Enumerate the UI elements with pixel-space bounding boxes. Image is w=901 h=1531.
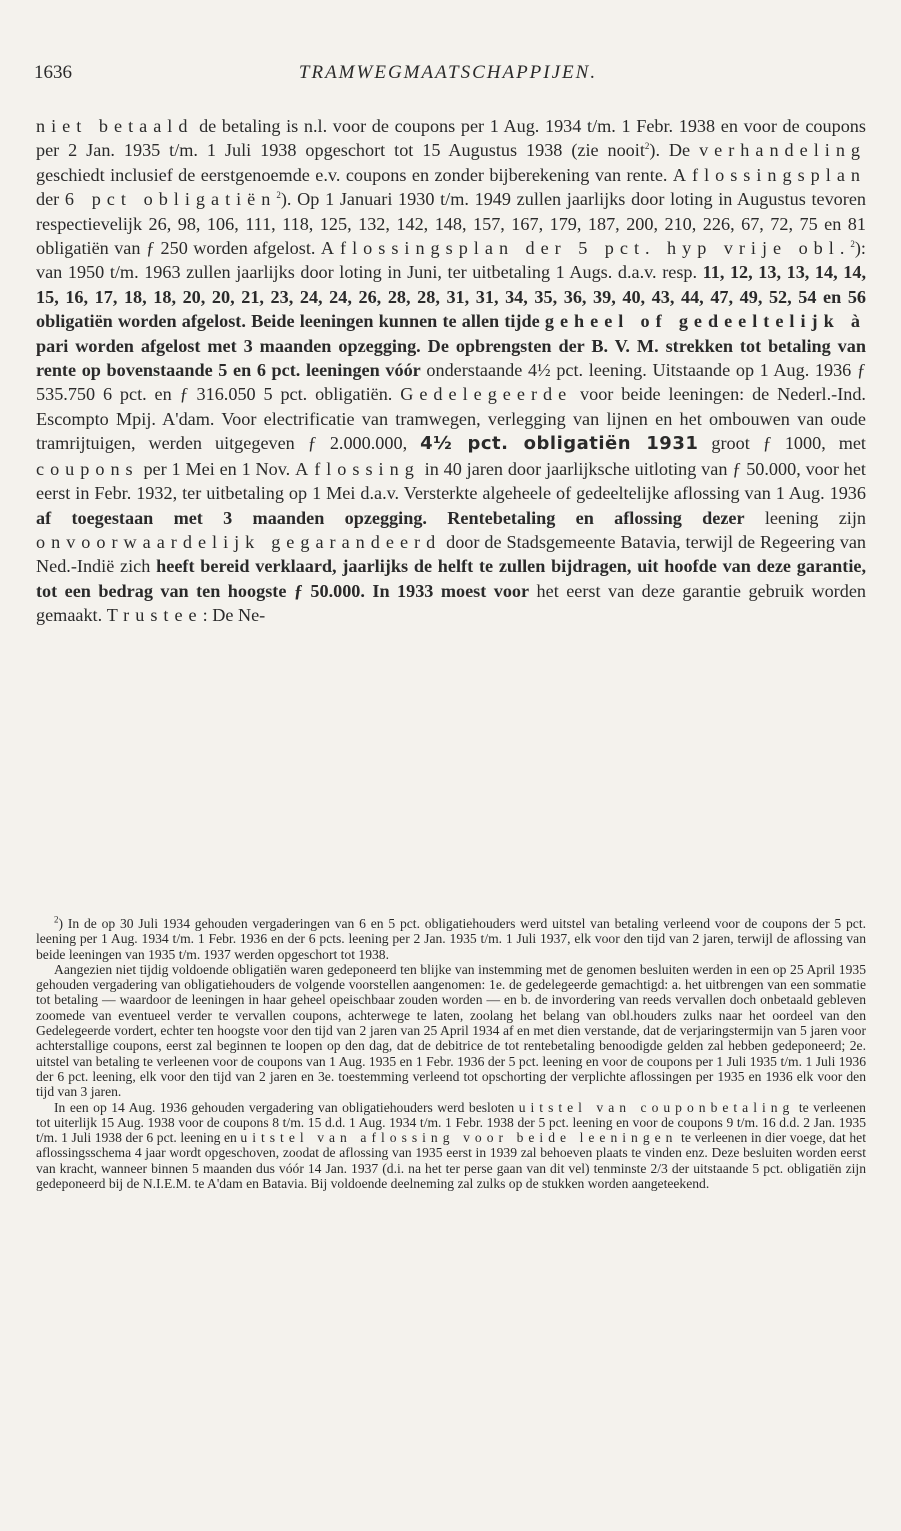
footnote-ref: 2 (276, 190, 281, 201)
text-run: ): van 1950 t/m. 1963 zullen jaarlijks door loting in Juni, ter uitbetaling 1 Augs. d.a.v. resp. (36, 238, 866, 283)
text-run: : De Ne- (202, 605, 266, 626)
text-run: het eerst van deze garantie gebruik worden gemaakt. (36, 580, 866, 626)
text-run: ). De (649, 140, 700, 161)
text-run: geschiedt inclusief de eerstgenoemde e.v. coupons en zonder bijberekening van rente. (36, 164, 673, 185)
emphasis-text: geheel of gedeeltelijk à (544, 311, 866, 332)
emphasis-text: onvoorwaardelijk gegarandeerd (36, 531, 442, 552)
emphasis-text: coupons (36, 458, 139, 479)
emphasis-text: Gedelegeerde (400, 384, 573, 405)
text-run: voor beide leeningen: de Nederl.-Ind. Escompto Mpij. A'dam. Voor electrificatie van tramwegen, verlegging van lijnen en het ombouwen van oude tramrijtuigen, werden uitgegeven ƒ 2.000.000, (36, 384, 866, 454)
text-run: de betaling is n.l. voor de coupons per 1 Aug. 1934 t/m. 1 Febr. 1938 en voor de coupons per 2 Jan. 1935 t/m. 1 Juli 1938 opgeschort tot 15 Augustus 1938 (zie nooit (36, 116, 866, 161)
emphasis-text: Aflossing (295, 458, 420, 479)
emphasis-text: Trustee (106, 605, 203, 626)
footnote-ref: 2 (850, 238, 855, 249)
footnote-marker: 2 (54, 914, 59, 925)
emphasis-text: niet betaald (36, 116, 194, 136)
text-run: leening zijn (744, 507, 866, 528)
footnote-text: ) In de op 30 Juli 1934 gehouden vergaderingen van 6 en 5 pct. obligatiehouders werd uitstel van betaling verleend voor de coupons der 5 pct. leening per 1 Aug. 1934 t/m. 1 Febr. 1936 en der 6 pcts. leening per 2 Jan. 1935 t/m. 1 Juli 1937, elk voor den tijd van 2 jaren, terwijl de aflossing van beide leeningen van 1935 t/m. 1937 werden opgeschort tot 1938. (36, 916, 866, 962)
text-run: der (36, 189, 65, 210)
emphasis-text: uitstel van aflossing voor beide leeningen (240, 1130, 678, 1146)
page-number: 1636 (34, 62, 72, 83)
text-run: door de Stadsgemeente Batavia, terwijl de Regeering van Ned.-Indië zich (36, 531, 866, 577)
bold-text: af toegestaan met 3 maanden opzegging. Rentebetaling en aflossing dezer (36, 507, 745, 528)
footnote-text: In een op 14 Aug. 1936 gehouden vergadering van obligatiehouders werd besloten (54, 1099, 519, 1115)
running-title: TRAMWEGMAATSCHAPPIJEN. (298, 62, 598, 83)
footnote-paragraph (36, 962, 866, 1100)
emphasis-text: 6 pct obligatiën (64, 189, 277, 210)
footnote-text: Aangezien niet tijdig voldoende obligatiën waren gedeponeerd ten blijke van instemming met de genomen besluiten werden in een op 25 April 1935 gehouden vergadering van obligatiehouders de volgende voorstellen aangenomen: 1e. de gedelegeerde gemachtigd: a. het uitbrengen van een sommatie tot betaling — waardoor de leeningen in haar geheel opeischbaar zouden worden — en b. de invordering van reeds vervallen doch onbetaald gebleven zoomede van eventueel verder te vervallen coupons, achterwege te laten, zoolang het belang van obl.houders zulks naar het oordeel van den Gedelegeerde vordert, echter ten hoogste voor den tijd van 2 jaren van 25 April 1934 af en met dien verstande, dat de verjaringstermijn van 5 jaren voor achterstallige coupons, eerst zal beginnen te loopen op den dag, dat de debitrice de tot rentebetaling benoodigde gelden zal hebben gedeponeerd; 2e. uitstel van betaling te verleenen voor de coupons van 1 Aug. 1935 en 1 Febr. 1936 der 5 pct. leening en voor de coupons per 1 Juli 1935 t/m. 1 Juli 1936 der 6 pct. leening, elk voor den tijd van 2 jaren en 3e. toestemming verleend tot opschorting der verplichte aflossingen per 1935 en 1936 elk voor den tijd van 3 jaren. (36, 961, 866, 1100)
text-run: onderstaande 4½ pct. leening. Uitstaande op 1 Aug. 1936 ƒ 535.750 6 pct. en ƒ 316.050 5 pct. obligatiën. (36, 360, 867, 405)
footnotes (36, 916, 866, 1191)
footnote-paragraph (36, 1100, 866, 1192)
bond-heading: 4½ pct. obligatiën 1931 (420, 433, 699, 455)
text-run: in 40 jaren door jaarlijksche uitloting van ƒ 50.000, voor het eerst in Febr. 1932, ter uitbetaling op 1 Mei d.a.v. Versterkte algeheele of gedeeltelijke aflossing van 1 Aug. 1936 (36, 458, 866, 504)
emphasis-text: Aflossingsplan (672, 164, 866, 185)
emphasis-text: verhandeling (699, 140, 867, 161)
emphasis-text: Aflossingsplan der 5 pct. hyp vrije obl. (320, 238, 851, 259)
text-run: per 1 Mei en 1 Nov. (138, 458, 296, 479)
footnote-paragraph (36, 916, 866, 962)
page-header (34, 62, 862, 90)
text-run: groot ƒ 1000, met (698, 433, 866, 454)
footnote-text: te verleenen in dier voege, dat het aflossingsschema 4 jaar wordt opgeschoven, zoodat de aflossing van 1935 eerst in 1939 zal behoeven plaats te vinden enz. Deze besluiten worden eerst van kracht, wanneer binnen 5 maanden dus vóór 14 Jan. 1937 (d.i. na het ter perse gaan van dit vel) tenminste 2/3 der uitstaande 5 pct. obligatiën zijn gedeponeerd bij de N.I.E.M. te A'dam en Batavia. Bij voldoende deelneming zal zulks op de stukken worden aangeteekend. (36, 1130, 866, 1192)
footnote-ref: 2 (644, 141, 650, 152)
text-run: ). Op 1 Januari 1930 t/m. 1949 zullen jaarlijks door loting in Augustus tevoren respectievelijk 26, 98, 106, 111, 118, 125, 132, 142, 148, 157, 167, 179, 187, 200, 210, 226, 67, 72, 75 en 81 obligatiën van ƒ 250 worden afgelost. (36, 189, 867, 259)
main-text (36, 114, 866, 628)
emphasis-text: uitstel van couponbetaling (518, 1099, 795, 1115)
bold-text: pari worden afgelost met 3 maanden opzegging. De opbrengsten der B. V. M. strekken tot betaling van rente op bovenstaande 5 en 6 pct. leeningen vóór (36, 335, 866, 381)
bold-text: 11, 12, 13, 13, 14, 14, 15, 16, 17, 18, 18, 20, 20, 21, 23, 24, 24, 26, 28, 28, 31, 31, 34, 35, 36, 39, 40, 43, 44, 47, 49, 52, 54 en 56 obligatiën worden afgelost. Beide leeningen kunnen te allen tijde (36, 262, 866, 332)
footnote-text: te verleenen tot uiterlijk 15 Aug. 1938 voor de coupons 8 t/m. 15 d.d. 1 Aug. 1934 t/m. 1 Febr. 1938 der 5 pct. leening en voor de coupons 9 t/m. 16 d.d. 2 Jan. 1935 t/m. 1 Juli 1938 der 6 pct. leening en (36, 1099, 866, 1146)
main-paragraph (36, 114, 866, 628)
bold-text: heeft bereid verklaard, jaarlijks de helft te zullen bijdragen, uit hoofde van deze garantie, tot een bedrag van ten hoogste ƒ 50.000. In 1933 moest voor (36, 556, 866, 601)
